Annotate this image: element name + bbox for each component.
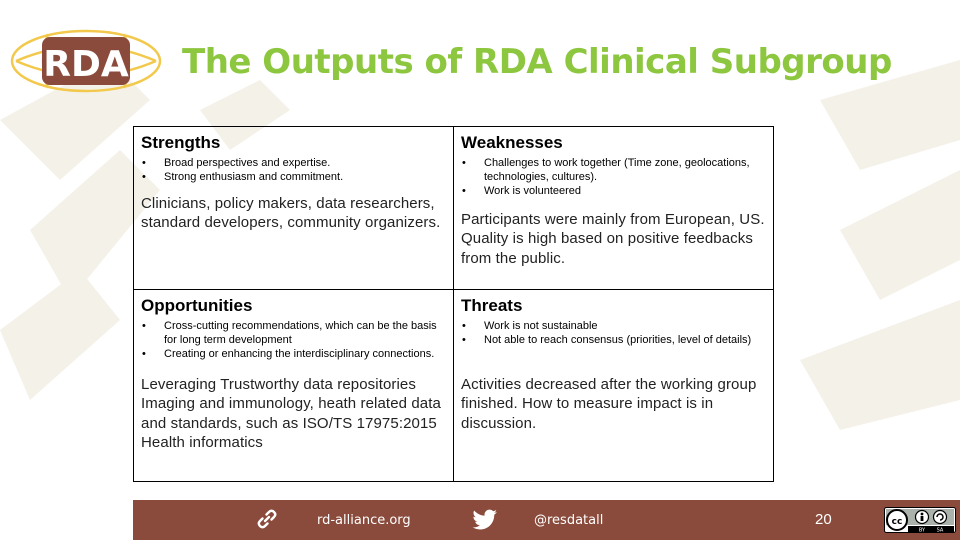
threats-bullets — [461, 319, 766, 347]
list-item: • Broad perspectives and expertise. — [142, 157, 331, 169]
twitter-bird-icon[interactable] — [472, 509, 498, 531]
cc-by-sa-badge[interactable] — [884, 507, 956, 533]
list-item: • Cross-cutting recommendations, which can be the basis for long term development — [142, 320, 437, 346]
threats-body: Activities decreased after the working group finished. How to measure impact is in discussion. — [461, 376, 757, 432]
footer-left-blank — [0, 500, 133, 540]
list-item: • Creating or enhancing the interdisciplinary connections. — [142, 348, 435, 360]
rda-logo — [8, 26, 164, 96]
list-item: • Work is not sustainable — [462, 320, 598, 332]
list-item: • Challenges to work together (Time zone, geolocations, technologies, cultures). — [462, 157, 750, 183]
threats-cell — [454, 290, 774, 481]
weaknesses-cell — [454, 127, 774, 290]
opportunities-body: Leveraging Trustworthy data repositories Imaging and immunology, heath related data and standards, such as ISO/TS 17975:2015 Health informatics — [141, 376, 441, 451]
list-item: • Not able to reach consensus (priorities, level of details) — [462, 334, 752, 346]
list-item: • Work is volunteered — [462, 185, 582, 197]
opportunities-bullets — [141, 319, 445, 361]
weaknesses-bullets — [461, 156, 766, 198]
swot-table — [133, 126, 774, 482]
threats-heading: Threats — [461, 296, 523, 315]
opportunities-cell — [134, 290, 454, 481]
svg-text:cc: cc — [891, 517, 903, 527]
page-number: 20 — [815, 511, 832, 528]
footer-social-handle[interactable]: @resdatall — [534, 513, 604, 528]
strengths-body: Clinicians, policy makers, data researchers, standard developers, community organizers. — [141, 195, 441, 232]
strengths-heading: Strengths — [141, 133, 221, 152]
footer-url-link[interactable]: rd-alliance.org — [317, 513, 411, 528]
strengths-cell — [134, 127, 454, 290]
strengths-bullets — [141, 156, 445, 184]
rda-logo-text: RDA — [43, 44, 129, 85]
weaknesses-body: Participants were mainly from European, US. Quality is high based on positive feedbacks from the public. — [461, 211, 765, 267]
opportunities-heading: Opportunities — [141, 296, 253, 315]
link-icon[interactable] — [256, 508, 278, 530]
svg-text:SA: SA — [936, 527, 944, 533]
weaknesses-heading: Weaknesses — [461, 133, 563, 152]
page-title: The Outputs of RDA Clinical Subgroup — [182, 42, 892, 82]
list-item: • Strong enthusiasm and commitment. — [142, 171, 344, 183]
svg-text:BY: BY — [918, 527, 926, 533]
